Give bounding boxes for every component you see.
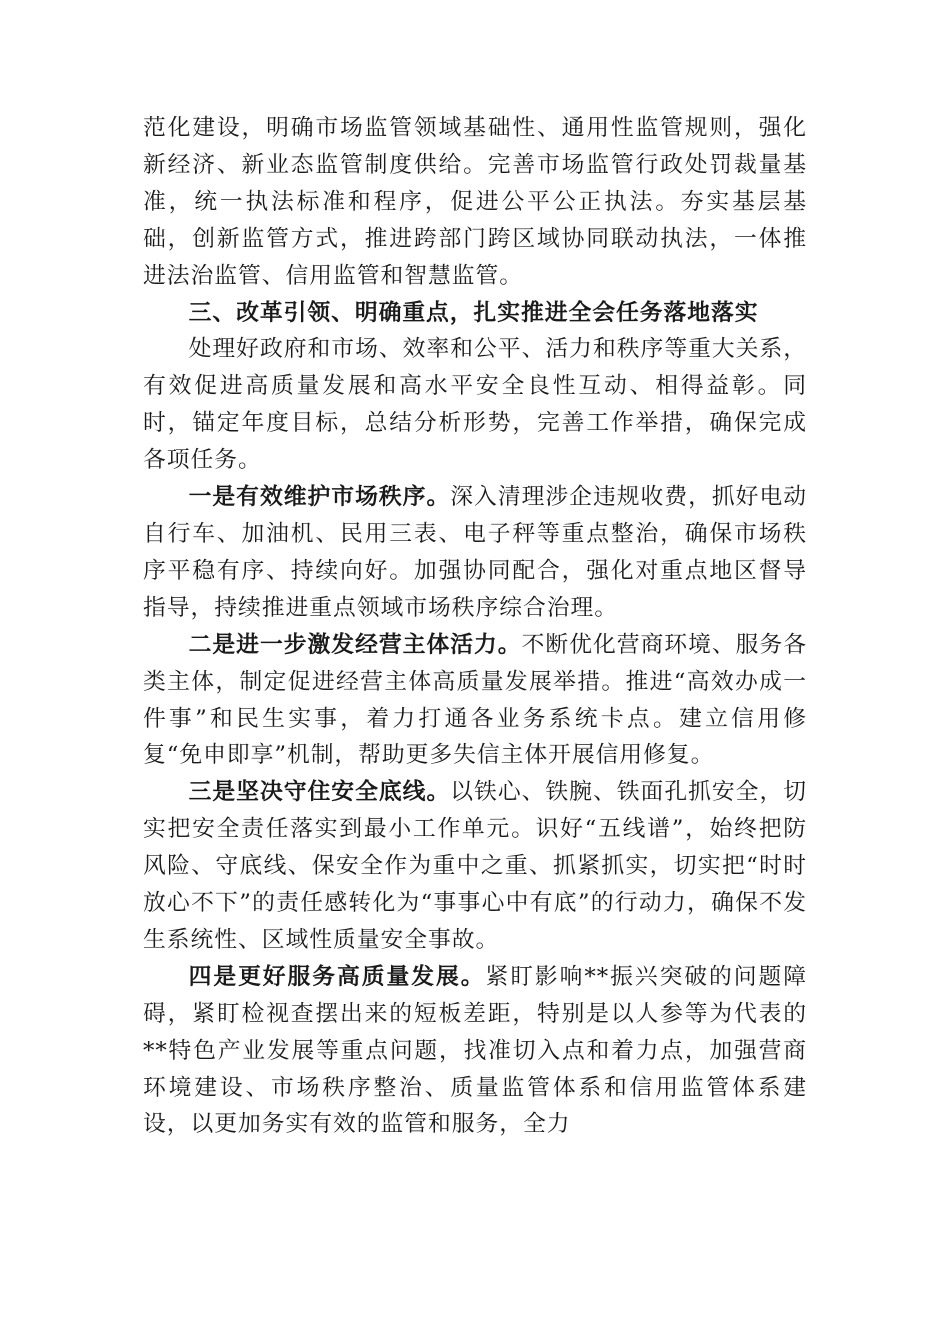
section-heading: 三、改革引领、明确重点，扎实推进全会任务落地落实 [188, 299, 759, 326]
intro-paragraph: 处理好政府和市场、效率和公平、活力和秩序等重大关系，有效促进高质量发展和高水平安全良性互动、相得益彰。同时，锚定年度目标，总结分析形势，完善工作举措，确保完成各项任务。 [143, 336, 807, 474]
item-body-3: 以铁心、铁腕、铁面孔抓安全，切实把安全责任落实到最小工作单元。识好“五线谱”，始终把防风险、守底线、保安全作为重中之重、抓紧抓实，切实把“时时放心不下”的责任感转化为“事事心中有底”的行动力，确保不发生系统性、区域性质量安全事故。 [143, 779, 808, 953]
item-paragraph-4 [143, 959, 807, 1144]
item-lead-2: 二是进一步激发经营主体活力。 [188, 631, 522, 658]
item-paragraph-1 [143, 479, 807, 627]
document-page [143, 110, 807, 1143]
continuation-paragraph: 范化建设，明确市场监管领域基础性、通用性监管规则，强化新经济、新业态监管制度供给。完善市场监管行政处罚裁量基准，统一执法标准和程序，促进公平公正执法。夯实基层基础，创新监管方式，推进跨部门跨区域协同联动执法，一体推进法治监管、信用监管和智慧监管。 [143, 115, 807, 289]
item-paragraph-3 [143, 774, 807, 959]
item-body-4: 紧盯影响**振兴突破的问题障碍，紧盯检视查摆出来的短板差距，特别是以人参等为代表的**特色产业发展等重点问题，找准切入点和着力点，加强营商环境建设、市场秩序整治、质量监管体系和信用监管体系建设，以更加务实有效的监管和服务，全力 [143, 963, 807, 1138]
item-paragraph-2 [143, 627, 807, 775]
item-body-1: 深入清理涉企违规收费，抓好电动自行车、加油机、民用三表、电子秤等重点整治，确保市场秩序平稳有序、持续向好。加强协同配合，强化对重点地区督导指导，持续推进重点领域市场秩序综合治理。 [143, 484, 808, 621]
item-body-2: 不断优化营商环境、服务各类主体，制定促进经营主体高质量发展举措。推进“高效办成一件事”和民生实事，着力打通各业务系统卡点。建立信用修复“免申即享”机制，帮助更多失信主体开展信用修复。 [143, 631, 807, 769]
item-lead-4: 四是更好服务高质量发展。 [188, 963, 486, 990]
item-lead-3: 三是坚决守住安全底线。 [188, 779, 451, 806]
item-lead-1: 一是有效维护市场秩序。 [188, 484, 451, 511]
